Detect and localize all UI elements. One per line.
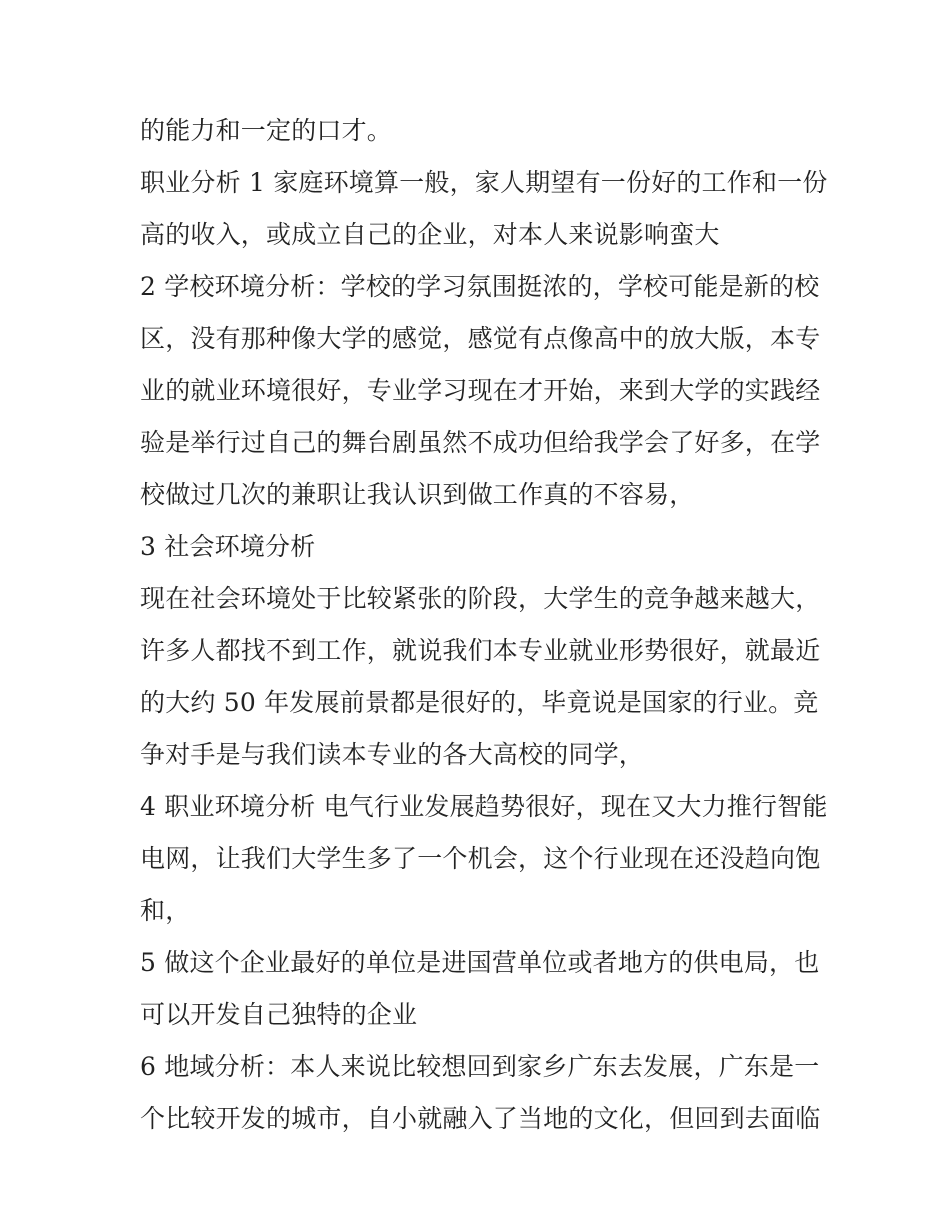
text-line: 业的就业环境很好，专业学习现在才开始，来到大学的实践经 [140, 376, 821, 405]
text-line: 职业分析 1 家庭环境算一般，家人期望有一份好的工作和一份 [140, 168, 828, 197]
text-line: 高的收入，或成立自己的企业，对本人来说影响蛮大 [140, 220, 720, 249]
text-line: 2 学校环境分析：学校的学习氛围挺浓的，学校可能是新的校 [140, 272, 820, 301]
text-line: 验是举行过自己的舞台剧虽然不成功但给我学会了好多，在学 [140, 428, 821, 457]
text-line: 争对手是与我们读本专业的各大高校的同学， [140, 740, 645, 769]
text-line: 区，没有那种像大学的感觉，感觉有点像高中的放大版，本专 [140, 324, 821, 353]
text-line: 和， [140, 896, 191, 925]
text-line: 6 地域分析：本人来说比较想回到家乡广东去发展，广东是一 [140, 1052, 820, 1081]
text-line: 许多人都找不到工作，就说我们本专业就业形势很好，就最近 [140, 636, 821, 665]
text-line: 可以开发自己独特的企业 [140, 1000, 418, 1029]
text-line: 5 做这个企业最好的单位是进国营单位或者地方的供电局，也 [140, 948, 820, 977]
text-line: 电网，让我们大学生多了一个机会，这个行业现在还没趋向饱 [140, 844, 821, 873]
text-line: 现在社会环境处于比较紧张的阶段，大学生的竞争越来越大， [140, 584, 821, 613]
text-line: 个比较开发的城市，自小就融入了当地的文化，但回到去面临 [140, 1104, 821, 1133]
text-line: 的大约 50 年发展前景都是很好的，毕竟说是国家的行业。竞 [140, 688, 819, 717]
text-line: 校做过几次的兼职让我认识到做工作真的不容易， [140, 480, 695, 509]
text-line: 的能力和一定的口才。 [140, 116, 393, 145]
document-body [140, 105, 828, 1145]
text-line: 4 职业环境分析 电气行业发展趋势很好，现在又大力推行智能 [140, 792, 828, 821]
text-line: 3 社会环境分析 [140, 532, 316, 561]
